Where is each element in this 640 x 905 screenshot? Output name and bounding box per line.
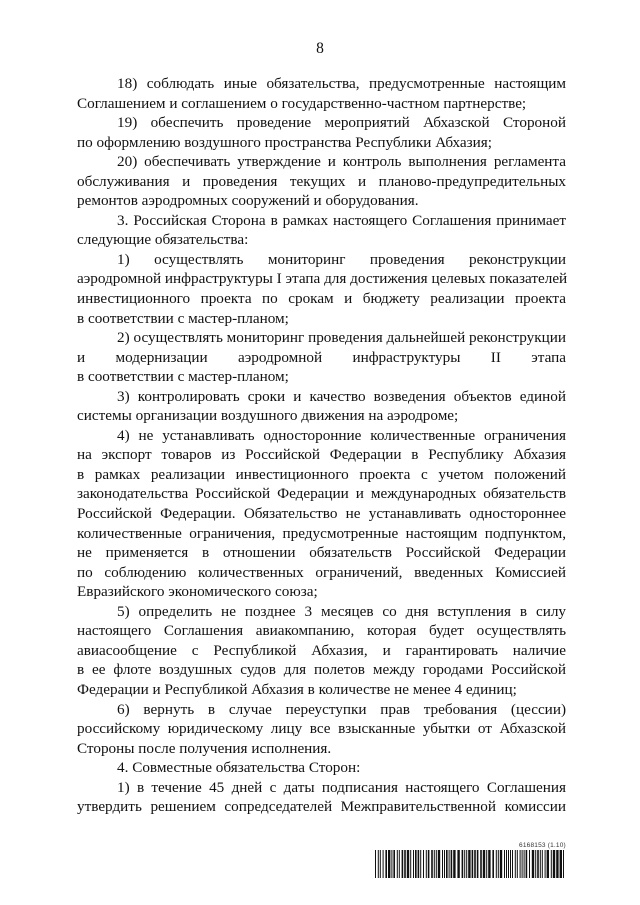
document-body [77, 74, 566, 817]
text-line: и модернизации аэродромной инфраструктуры II этапа [77, 348, 566, 366]
text-line: не применяется в отношении обязательств Российской Федерации [77, 544, 566, 562]
paragraph [77, 426, 566, 602]
paragraph [77, 602, 566, 700]
text-line: 19) обеспечить проведение мероприятий Абхазской Стороной [117, 114, 566, 132]
paragraph [77, 328, 566, 387]
paragraph [77, 152, 566, 211]
document-code: 6168153 (1.10) [519, 842, 566, 849]
text-line: Соглашением и соглашением о государственно-частном партнерстве; [77, 94, 527, 112]
text-line: 5) определить не позднее 3 месяцев со дня вступления в силу [117, 602, 566, 620]
text-line: в рамках реализации инвестиционного проекта с учетом положений [77, 465, 566, 483]
text-line: Стороны после получения исполнения. [77, 739, 332, 757]
text-line: 4. Совместные обязательства Сторон: [117, 759, 361, 777]
text-line: 1) осуществлять мониторинг проведения реконструкции [117, 250, 566, 268]
text-line: 3) контролировать сроки и качество возведения объектов единой [117, 387, 566, 405]
text-line: 1) в течение 45 дней с даты подписания настоящего Соглашения [117, 778, 566, 796]
text-line: 18) соблюдать иные обязательства, предусмотренные настоящим [117, 75, 566, 92]
text-line: в ее флоте воздушных судов для полетов между городами Российской [77, 661, 566, 679]
paragraph [77, 250, 566, 328]
paragraph [77, 74, 566, 113]
text-line: 6) вернуть в случае переуступки прав требования (цессии) [117, 700, 566, 718]
text-line: обслуживания и проведения текущих и планово-предупредительных [77, 172, 566, 190]
text-line: 4) не устанавливать односторонние количественные ограничения [117, 426, 566, 444]
text-line: количественные ограничения, предусмотренные настоящим подпунктом, [77, 524, 566, 542]
paragraph [77, 211, 566, 250]
text-line: системы организации воздушного движения на аэродроме; [77, 407, 459, 425]
barcode-icon [375, 850, 565, 878]
text-line: инвестиционного проекта по срокам и бюджету реализации проекта [77, 290, 566, 308]
text-line: утвердить решением сопредседателей Межправительственной комиссии [77, 798, 566, 816]
text-line: Федерации и Республикой Абхазия в количестве не менее 4 единиц; [77, 680, 517, 698]
text-line: законодательства Российской Федерации и международных обязательств [77, 485, 566, 503]
text-line: 3. Российская Сторона в рамках настоящего Соглашения принимает [117, 211, 566, 229]
page-number: 8 [316, 40, 324, 57]
text-line: следующие обязательства: [77, 231, 249, 249]
text-line: 20) обеспечивать утверждение и контроль выполнения регламента [117, 153, 566, 171]
text-line: по оформлению воздушного пространства Республики Абхазия; [77, 133, 493, 151]
text-line: российскому юридическому лицу все взысканные убытки от Абхазской [77, 720, 566, 738]
paragraph [77, 758, 566, 778]
text-line: в соответствии с мастер-планом; [77, 368, 289, 386]
paragraph [77, 113, 566, 152]
text-line: Российской Федерации. Обязательство не устанавливать одностороннее [77, 505, 566, 523]
paragraph [77, 700, 566, 759]
paragraph [77, 778, 566, 817]
text-line: настоящего Соглашения авиакомпанию, которая будет осуществлять [77, 622, 566, 640]
text-line: в соответствии с мастер-планом; [77, 309, 289, 327]
text-line: на экспорт товаров из Российской Федерации в Республику Абхазия [77, 446, 566, 464]
text-line: ремонтов аэродромных сооружений и оборудования. [77, 192, 419, 210]
text-line: авиасообщение с Республикой Абхазия, и гарантировать наличие [77, 641, 566, 659]
text-line: Евразийского экономического союза; [77, 583, 318, 601]
text-line: по соблюдению количественных ограничений, введенных Комиссией [77, 563, 566, 581]
text-line: аэродромной инфраструктуры I этапа для достижения целевых показателей [77, 270, 568, 288]
paragraph [77, 387, 566, 426]
text-line: 2) осуществлять мониторинг проведения дальнейшей реконструкции [117, 329, 566, 347]
